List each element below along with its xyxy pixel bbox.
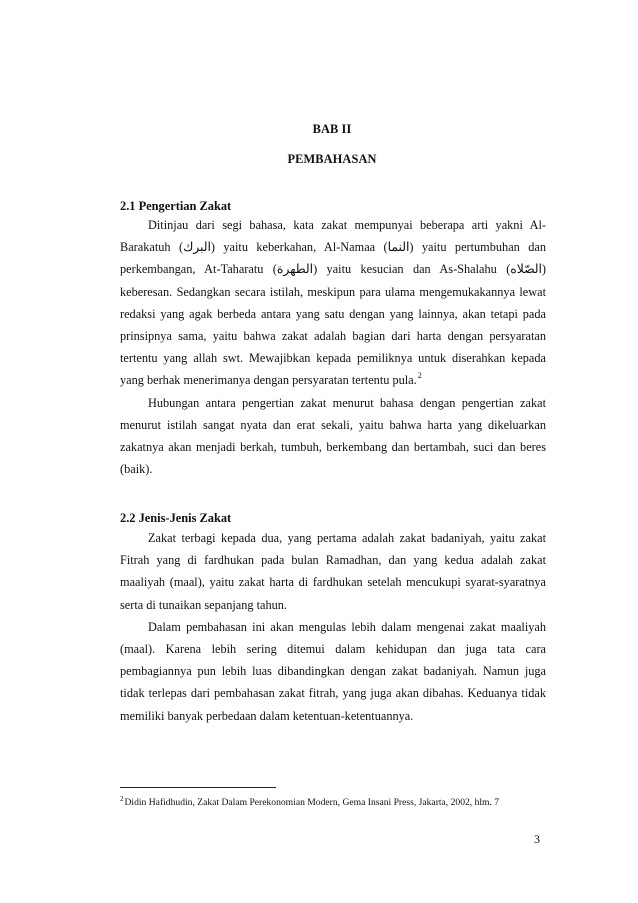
paragraph-text: Ditinjau dari segi bahasa, kata zakat mempunyai beberapa arti yakni Al-Barakatuh (البرك) yaitu keberkahan, Al-Namaa (النما) yaitu pertumbuhan dan perkembangan, At-Taharatu (الطهرة) yaitu kesucian dan As-Shalahu (الصّلاه) keberesan. Sedangkan secara istilah, meskipun para ulama mengemukakannya lewat redaksi yang agak berbeda antara yang satu dengan yang lainnya, akan tetapi pada prinsipnya sama, yaitu bahwa zakat adalah bagian dari harta dengan persyaratan tertentu yang allah swt. Mewajibkan kepada pemiliknya untuk diserahkan kepada yang berhak menerimanya dengan persyaratan tertentu pula. <box>120 218 547 388</box>
paragraph-zakat-definition <box>120 214 546 392</box>
page-number: 3 <box>534 832 540 846</box>
chapter-label: BAB II <box>312 122 352 136</box>
chapter-title: PEMBAHASAN <box>287 152 377 166</box>
section-heading-2-1: 2.1 Pengertian Zakat <box>120 199 232 213</box>
footnote-number: 2 <box>120 794 124 803</box>
footnote-text: Didin Hafidhudin, Zakat Dalam Perekonomian Modern, Gema Insani Press, Jakarta, 2002, hlm. 7 <box>124 797 500 808</box>
paragraph-zakat-relation: Hubungan antara pengertian zakat menurut bahasa dengan pengertian zakat menurut istilah sangat nyata dan erat sekali, yaitu bahwa harta yang dikeluarkan zakatnya akan menjadi berkah, tumbuh, berkembang dan bertambah, suci dan beres (baik). <box>120 395 546 477</box>
paragraph-zakat-maal: Dalam pembahasan ini akan mengulas lebih dalam mengenai zakat maaliyah (maal). Karena lebih sering ditemui dalam kehidupan dan juga tata cara pembagiannya pun lebih luas dibandingkan dengan zakat badaniyah. Namun juga tidak terlepas dari pembahasan zakat fitrah, yang juga akan dibahas. Keduanya tidak memiliki banyak perbedaan dalam ketentuan-ketentuannya. <box>120 619 546 723</box>
paragraph-zakat-types: Zakat terbagi kepada dua, yang pertama adalah zakat badaniyah, yaitu zakat Fitrah yang di fardhukan pada bulan Ramadhan, dan yang kedua adalah zakat maaliyah (maal), yaitu zakat harta di fardhukan setelah mencukupi syarat-syaratnya serta di tunaikan sepanjang tahun. <box>120 531 546 612</box>
section-heading-2-2: 2.2 Jenis-Jenis Zakat <box>120 511 232 525</box>
footnote-reference: 2 <box>417 371 422 381</box>
section-2-1-body <box>120 214 546 480</box>
section-2-2-body <box>120 527 546 727</box>
footnote <box>120 796 550 810</box>
footnote-separator <box>120 787 276 788</box>
